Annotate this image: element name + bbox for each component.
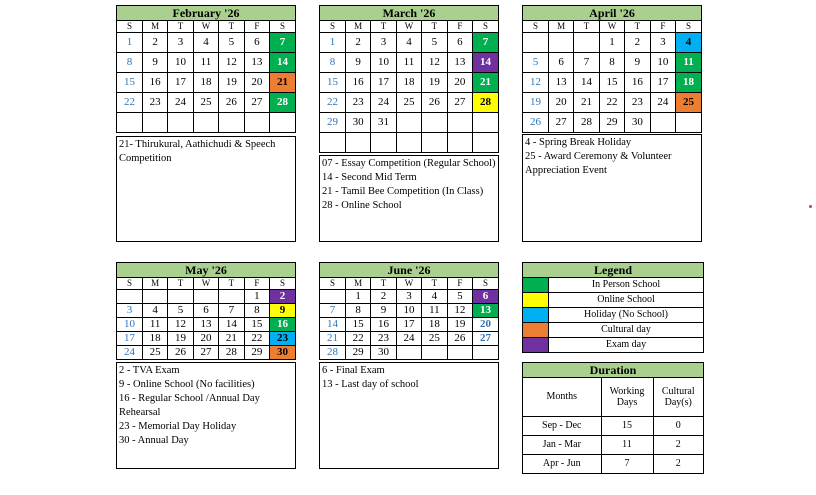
day-cell: 17: [650, 73, 675, 93]
day-cell: 2: [371, 290, 396, 304]
march-notes: [319, 155, 499, 242]
weekday-header: T: [625, 21, 650, 33]
weekday-header: F: [244, 21, 269, 33]
day-cell: 1: [345, 290, 370, 304]
day-cell: 23: [371, 332, 396, 346]
day-cell: 7: [219, 304, 244, 318]
weekday-header: S: [117, 21, 142, 33]
weekday-header: T: [168, 21, 193, 33]
duration-cell: 2: [653, 435, 703, 454]
legend-label: In Person School: [591, 279, 661, 290]
day-cell: 13: [244, 53, 269, 73]
day-cell: 30: [270, 346, 295, 360]
day-cell: 20: [244, 73, 269, 93]
weekday-header: T: [422, 21, 447, 33]
day-cell: 15: [244, 318, 269, 332]
day-cell: 10: [396, 304, 421, 318]
weekday-header: T: [574, 21, 599, 33]
day-cell: 10: [168, 53, 193, 73]
day-cell: 5: [168, 304, 193, 318]
note-item: 13 - Last day of school: [322, 379, 419, 390]
day-cell: 1: [244, 290, 269, 304]
day-cell: 15: [345, 318, 370, 332]
day-cell: 22: [599, 93, 624, 113]
weekday-header: S: [473, 21, 498, 33]
weekday-header: W: [193, 21, 218, 33]
note-item: 07 - Essay Competition (Regular School): [322, 158, 496, 169]
day-cell: 23: [625, 93, 650, 113]
month-grid: [320, 21, 498, 153]
day-cell: 12: [168, 318, 193, 332]
weekday-header: S: [676, 21, 701, 33]
month-grid: [117, 278, 295, 360]
legend-row: [523, 278, 703, 293]
day-cell: 27: [548, 113, 573, 133]
day-cell: 21: [320, 332, 345, 346]
day-cell: 16: [625, 73, 650, 93]
weekday-header: M: [142, 21, 167, 33]
day-cell: 15: [320, 73, 345, 93]
month-grid: [523, 21, 701, 133]
day-cell: [168, 290, 193, 304]
day-cell: 8: [117, 53, 142, 73]
day-cell: [473, 133, 498, 153]
month-title: May '26: [117, 263, 295, 278]
day-cell: 28: [320, 346, 345, 360]
day-cell: 1: [117, 33, 142, 53]
day-cell: 2: [345, 33, 370, 53]
day-cell: 16: [345, 73, 370, 93]
legend: [522, 262, 704, 353]
day-cell: 14: [270, 53, 295, 73]
day-cell: 19: [447, 318, 472, 332]
day-cell: 30: [371, 346, 396, 360]
june-notes: [319, 362, 499, 469]
weekday-header: W: [396, 21, 421, 33]
day-cell: [219, 113, 244, 133]
day-cell: [142, 290, 167, 304]
weekday-header: T: [168, 278, 193, 290]
day-cell: 31: [371, 113, 396, 133]
day-cell: [244, 113, 269, 133]
weekday-header: S: [117, 278, 142, 290]
day-cell: [447, 133, 472, 153]
day-cell: [168, 113, 193, 133]
day-cell: 18: [193, 73, 218, 93]
day-cell: 15: [117, 73, 142, 93]
day-cell: 12: [422, 53, 447, 73]
legend-label: Online School: [597, 294, 655, 305]
weekday-header: M: [345, 278, 370, 290]
weekday-header: F: [244, 278, 269, 290]
day-cell: 3: [396, 290, 421, 304]
day-cell: 17: [168, 73, 193, 93]
day-cell: 30: [625, 113, 650, 133]
weekday-header: T: [371, 278, 396, 290]
note-item: 23 - Memorial Day Holiday: [119, 421, 237, 432]
weekday-header: S: [320, 278, 345, 290]
day-cell: [574, 33, 599, 53]
may-notes: [116, 362, 296, 469]
day-cell: 5: [523, 53, 548, 73]
day-cell: 27: [193, 346, 218, 360]
day-cell: 22: [320, 93, 345, 113]
day-cell: [396, 346, 421, 360]
day-cell: 15: [599, 73, 624, 93]
day-cell: 19: [168, 332, 193, 346]
weekday-header: W: [599, 21, 624, 33]
day-cell: 24: [168, 93, 193, 113]
day-cell: 25: [396, 93, 421, 113]
day-cell: 8: [244, 304, 269, 318]
day-cell: 13: [548, 73, 573, 93]
day-cell: [473, 113, 498, 133]
day-cell: 28: [270, 93, 295, 113]
day-cell: 16: [270, 318, 295, 332]
day-cell: 20: [548, 93, 573, 113]
day-cell: 28: [473, 93, 498, 113]
weekday-header: T: [422, 278, 447, 290]
day-cell: [676, 113, 701, 133]
day-cell: [650, 113, 675, 133]
day-cell: 21: [270, 73, 295, 93]
day-cell: 5: [447, 290, 472, 304]
duration-table: [522, 362, 704, 474]
day-cell: 26: [168, 346, 193, 360]
day-cell: 11: [193, 53, 218, 73]
day-cell: 19: [219, 73, 244, 93]
day-cell: [142, 113, 167, 133]
legend-row: [523, 338, 703, 352]
day-cell: 11: [422, 304, 447, 318]
day-cell: [371, 133, 396, 153]
note-item: 25 - Award Ceremony & Volunteer Appreciation Event: [525, 151, 672, 176]
day-cell: [548, 33, 573, 53]
weekday-header: W: [193, 278, 218, 290]
day-cell: 20: [193, 332, 218, 346]
day-cell: 12: [523, 73, 548, 93]
note-item: 4 - Spring Break Holiday: [525, 137, 632, 148]
legend-title: Legend: [523, 263, 703, 278]
day-cell: 21: [574, 93, 599, 113]
month-title: February '26: [117, 6, 295, 21]
calendar-march: [319, 5, 499, 153]
duration-cell: 15: [601, 416, 653, 435]
day-cell: 26: [523, 113, 548, 133]
weekday-header: M: [548, 21, 573, 33]
day-cell: 1: [599, 33, 624, 53]
day-cell: 10: [371, 53, 396, 73]
day-cell: 28: [219, 346, 244, 360]
duration-header: Working Days: [601, 378, 653, 416]
day-cell: 19: [422, 73, 447, 93]
day-cell: 14: [473, 53, 498, 73]
day-cell: 6: [193, 304, 218, 318]
day-cell: [117, 290, 142, 304]
day-cell: 23: [270, 332, 295, 346]
day-cell: 30: [345, 113, 370, 133]
month-title: March '26: [320, 6, 498, 21]
day-cell: 18: [142, 332, 167, 346]
duration-cell: 2: [653, 454, 703, 473]
day-cell: [447, 346, 472, 360]
weekday-header: W: [396, 278, 421, 290]
day-cell: 4: [193, 33, 218, 53]
day-cell: 9: [625, 53, 650, 73]
day-cell: 29: [320, 113, 345, 133]
day-cell: 21: [219, 332, 244, 346]
april-notes: [522, 134, 702, 242]
day-cell: 14: [320, 318, 345, 332]
duration-cell: 7: [601, 454, 653, 473]
day-cell: 26: [447, 332, 472, 346]
duration-title: Duration: [523, 363, 703, 378]
day-cell: [523, 33, 548, 53]
day-cell: 17: [396, 318, 421, 332]
day-cell: 4: [396, 33, 421, 53]
note-item: 21- Thirukural, Aathichudi & Speech Competition: [119, 139, 276, 164]
day-cell: [219, 290, 244, 304]
day-cell: 24: [117, 346, 142, 360]
day-cell: [193, 113, 218, 133]
month-grid: [320, 278, 498, 360]
duration-cell: 0: [653, 416, 703, 435]
weekday-header: S: [473, 278, 498, 290]
day-cell: 5: [219, 33, 244, 53]
day-cell: [422, 133, 447, 153]
legend-label: Exam day: [605, 339, 647, 350]
day-cell: 1: [320, 33, 345, 53]
day-cell: 9: [371, 304, 396, 318]
day-cell: 3: [168, 33, 193, 53]
duration-header: Cultural Day(s): [653, 378, 703, 416]
day-cell: 18: [396, 73, 421, 93]
day-cell: 25: [193, 93, 218, 113]
day-cell: 22: [345, 332, 370, 346]
duration-header: Months: [523, 378, 601, 416]
day-cell: 14: [219, 318, 244, 332]
day-cell: 7: [270, 33, 295, 53]
day-cell: [320, 133, 345, 153]
day-cell: 16: [371, 318, 396, 332]
day-cell: [320, 290, 345, 304]
day-cell: 19: [523, 93, 548, 113]
day-cell: 13: [193, 318, 218, 332]
weekday-header: F: [650, 21, 675, 33]
day-cell: 16: [142, 73, 167, 93]
legend-row: [523, 308, 703, 323]
day-cell: 9: [142, 53, 167, 73]
calendar-april: [522, 5, 702, 133]
legend-label: Cultural day: [601, 324, 651, 335]
day-cell: 3: [650, 33, 675, 53]
legend-swatch: [523, 308, 549, 322]
day-cell: 14: [574, 73, 599, 93]
day-cell: [193, 290, 218, 304]
day-cell: 17: [117, 332, 142, 346]
day-cell: 25: [142, 346, 167, 360]
calendar-june: [319, 262, 499, 360]
day-cell: 23: [345, 93, 370, 113]
day-cell: 6: [473, 290, 498, 304]
day-cell: 11: [396, 53, 421, 73]
note-item: 21 - Tamil Bee Competition (In Class): [322, 186, 484, 197]
day-cell: [270, 113, 295, 133]
day-cell: 24: [396, 332, 421, 346]
weekday-header: T: [219, 21, 244, 33]
day-cell: 2: [625, 33, 650, 53]
month-title: April '26: [523, 6, 701, 21]
day-cell: [473, 346, 498, 360]
day-cell: 12: [219, 53, 244, 73]
legend-swatch: [523, 338, 549, 352]
day-cell: 29: [599, 113, 624, 133]
day-cell: 8: [320, 53, 345, 73]
day-cell: 27: [447, 93, 472, 113]
day-cell: 4: [422, 290, 447, 304]
day-cell: 18: [422, 318, 447, 332]
day-cell: 22: [244, 332, 269, 346]
calendar-may: [116, 262, 296, 360]
weekday-header: S: [270, 21, 295, 33]
legend-row: [523, 293, 703, 308]
weekday-header: M: [345, 21, 370, 33]
legend-row: [523, 323, 703, 338]
day-cell: 6: [447, 33, 472, 53]
duration-cell: Sep - Dec: [523, 416, 601, 435]
note-item: 9 - Online School (No facilities): [119, 379, 255, 390]
note-item: 30 - Annual Day: [119, 435, 189, 446]
day-cell: 17: [371, 73, 396, 93]
weekday-header: F: [447, 278, 472, 290]
day-cell: 7: [320, 304, 345, 318]
day-cell: 12: [447, 304, 472, 318]
day-cell: 25: [422, 332, 447, 346]
weekday-header: T: [219, 278, 244, 290]
weekday-header: F: [447, 21, 472, 33]
legend-swatch: [523, 323, 549, 337]
duration-grid: [523, 378, 703, 473]
duration-cell: 11: [601, 435, 653, 454]
day-cell: 2: [270, 290, 295, 304]
note-item: 14 - Second Mid Term: [322, 172, 417, 183]
month-title: June '26: [320, 263, 498, 278]
weekday-header: S: [320, 21, 345, 33]
day-cell: 21: [473, 73, 498, 93]
day-cell: 8: [345, 304, 370, 318]
note-item: 2 - TVA Exam: [119, 365, 180, 376]
day-cell: 22: [117, 93, 142, 113]
day-cell: 2: [142, 33, 167, 53]
weekday-header: S: [270, 278, 295, 290]
day-cell: 23: [142, 93, 167, 113]
day-cell: 24: [371, 93, 396, 113]
day-cell: 4: [676, 33, 701, 53]
day-cell: 11: [142, 318, 167, 332]
february-notes: [116, 136, 296, 242]
day-cell: [447, 113, 472, 133]
day-cell: [422, 113, 447, 133]
day-cell: 3: [117, 304, 142, 318]
day-cell: 26: [422, 93, 447, 113]
duration-cell: Apr - Jun: [523, 454, 601, 473]
day-cell: 9: [270, 304, 295, 318]
day-cell: 18: [676, 73, 701, 93]
day-cell: 3: [371, 33, 396, 53]
day-cell: 7: [473, 33, 498, 53]
weekday-header: M: [142, 278, 167, 290]
day-cell: 9: [345, 53, 370, 73]
day-cell: [396, 133, 421, 153]
note-item: 6 - Final Exam: [322, 365, 385, 376]
weekday-header: T: [371, 21, 396, 33]
month-grid: [117, 21, 295, 133]
red-dot-icon: [809, 205, 812, 208]
day-cell: 13: [447, 53, 472, 73]
note-item: 16 - Regular School /Annual Day Rehearsal: [119, 393, 260, 418]
day-cell: 4: [142, 304, 167, 318]
day-cell: 28: [574, 113, 599, 133]
day-cell: 6: [548, 53, 573, 73]
day-cell: 8: [599, 53, 624, 73]
day-cell: 24: [650, 93, 675, 113]
day-cell: 11: [676, 53, 701, 73]
day-cell: 27: [473, 332, 498, 346]
day-cell: 7: [574, 53, 599, 73]
day-cell: 29: [345, 346, 370, 360]
legend-label: Holiday (No School): [584, 309, 668, 320]
day-cell: 25: [676, 93, 701, 113]
day-cell: [345, 133, 370, 153]
day-cell: 10: [117, 318, 142, 332]
weekday-header: S: [523, 21, 548, 33]
note-item: 28 - Online School: [322, 200, 402, 211]
day-cell: 5: [422, 33, 447, 53]
day-cell: 29: [244, 346, 269, 360]
legend-swatch: [523, 278, 549, 292]
calendar-february: [116, 5, 296, 133]
day-cell: 20: [473, 318, 498, 332]
duration-cell: Jan - Mar: [523, 435, 601, 454]
day-cell: [422, 346, 447, 360]
day-cell: 27: [244, 93, 269, 113]
day-cell: 6: [244, 33, 269, 53]
legend-swatch: [523, 293, 549, 307]
day-cell: [396, 113, 421, 133]
day-cell: 10: [650, 53, 675, 73]
day-cell: 20: [447, 73, 472, 93]
day-cell: 26: [219, 93, 244, 113]
day-cell: [117, 113, 142, 133]
day-cell: 13: [473, 304, 498, 318]
